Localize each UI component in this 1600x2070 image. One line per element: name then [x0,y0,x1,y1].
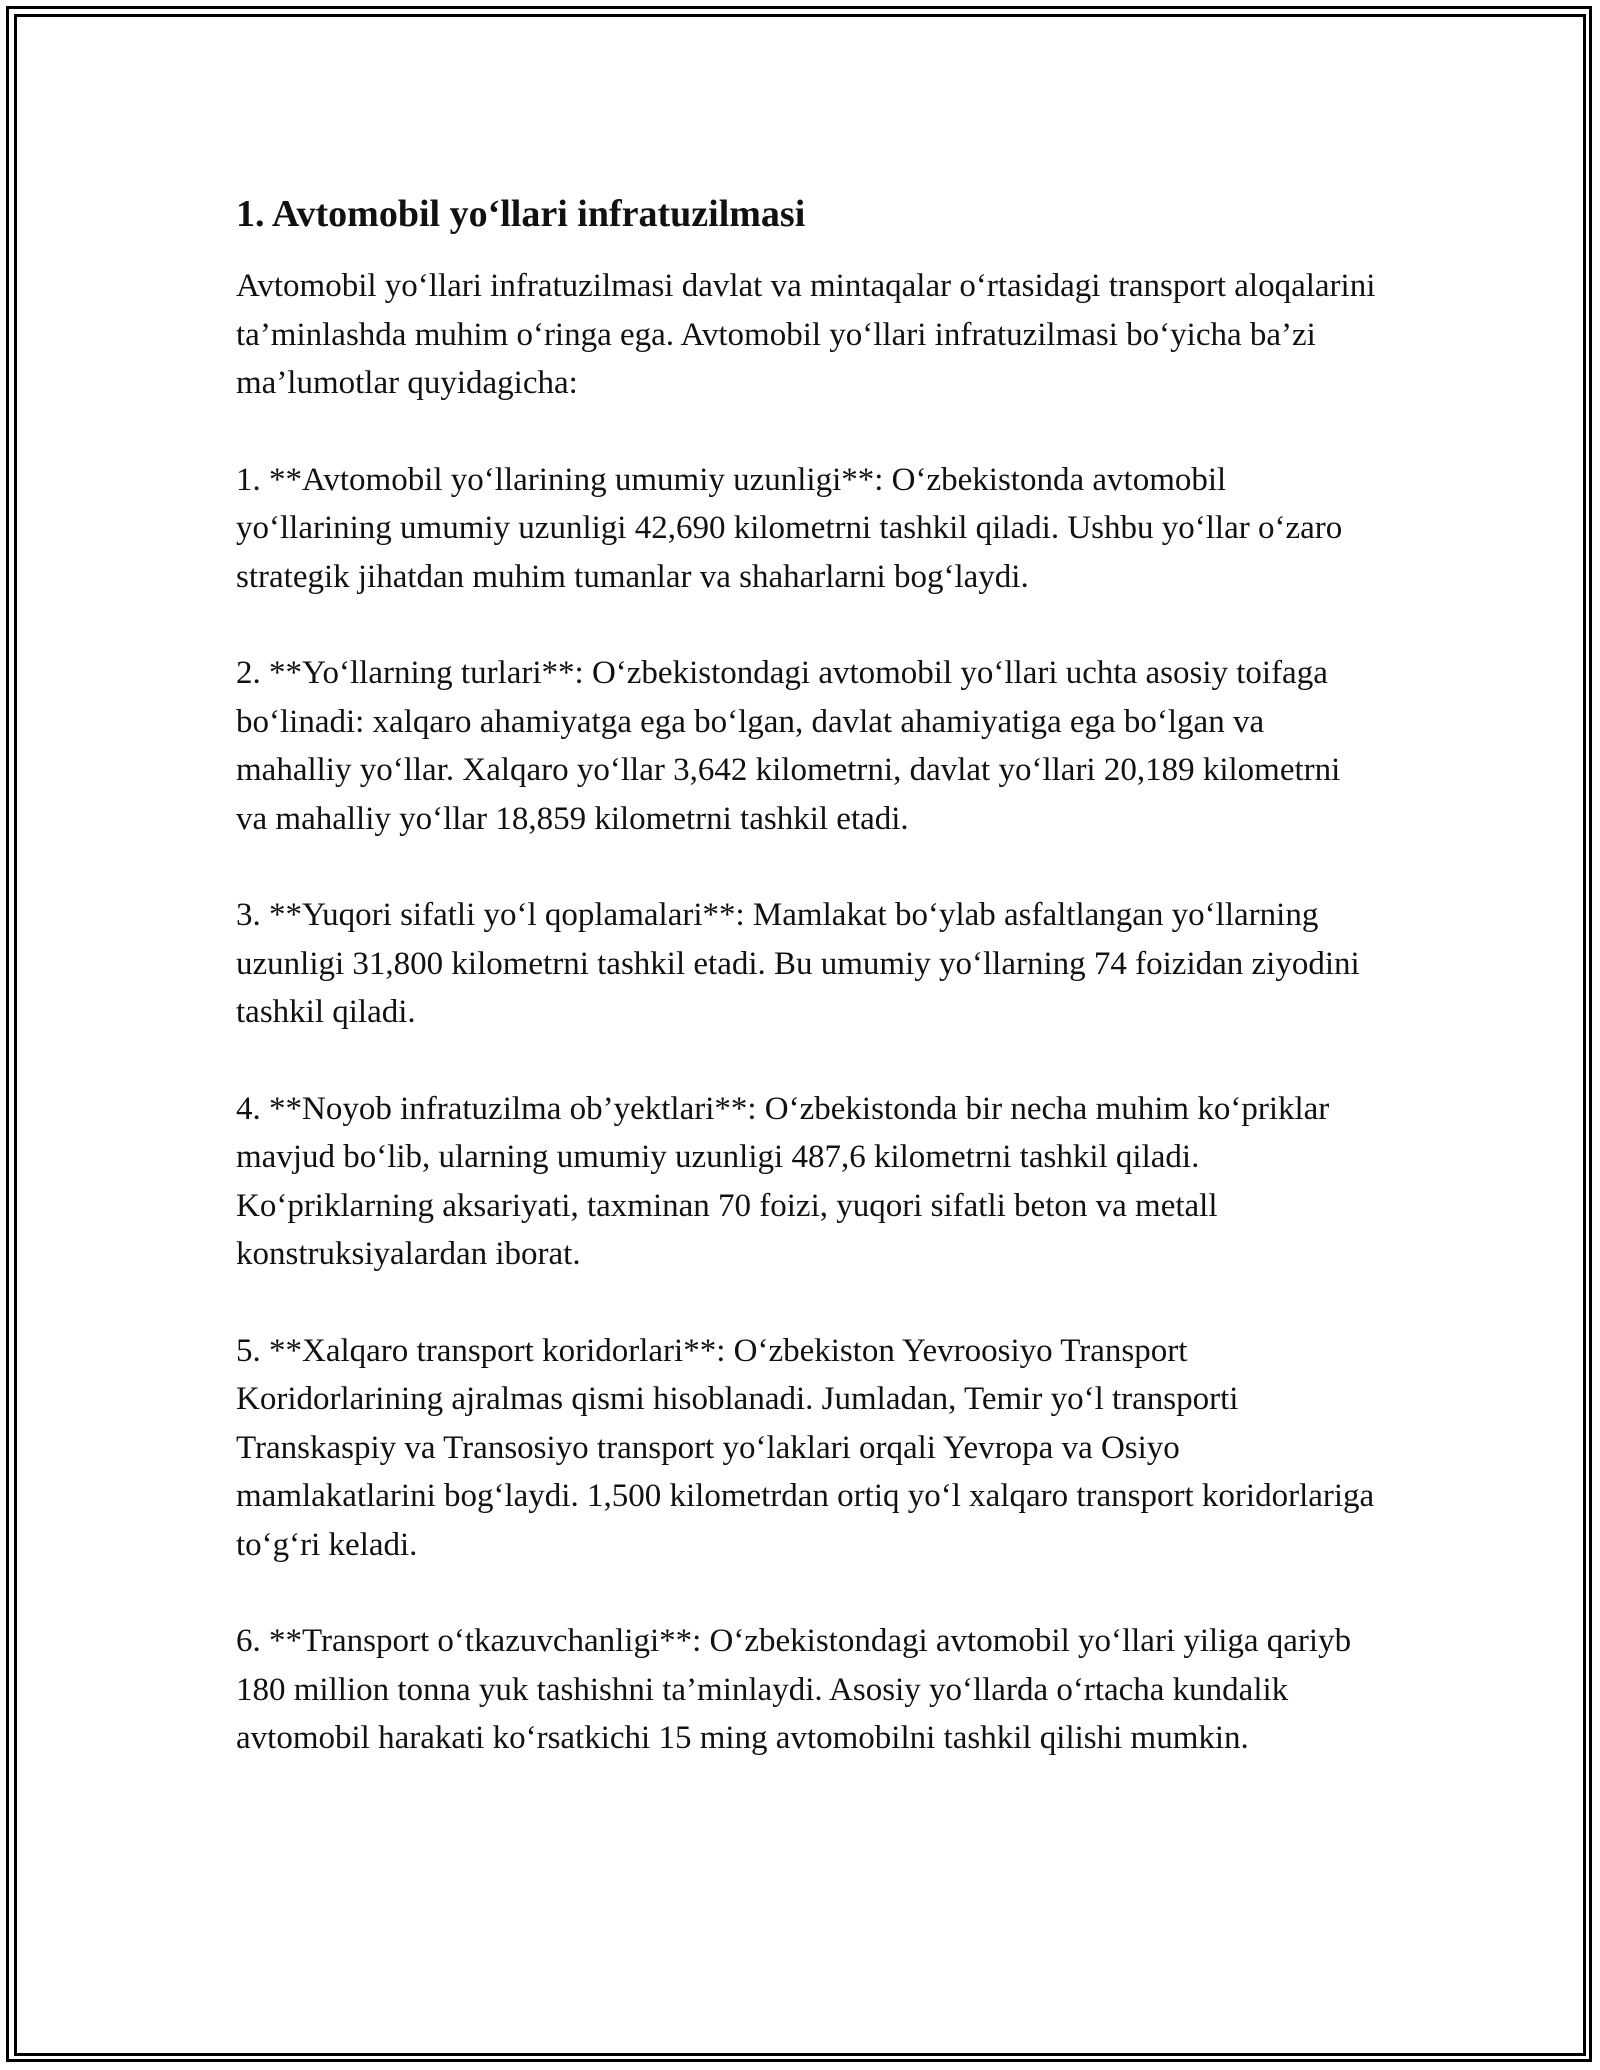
page-title: 1. Avtomobil yo‘llari infratuzilmasi [236,193,806,235]
paragraph-infrastructure-objects: 4. **Noyob infratuzilma ob’yektlari**: O‘zbekistonda bir necha muhim ko‘priklar mavjud bo‘lib, ularning umumiy uzunligi 487,6 kilometrni tashkil qiladi. Ko‘priklarning aksariyati, taxminan 70 foizi, yuqori sifatli beton va metall konstruksiyalardan iborat. [236,1090,1330,1272]
intro-paragraph: Avtomobil yo‘llari infratuzilmasi davlat va mintaqalar o‘rtasidagi transport aloqalarini ta’minlashda muhim o‘ringa ega. Avtomobil yo‘llari infratuzilmasi bo‘yicha ba’zi ma’lumotlar quyidagicha: [236,268,1376,401]
paragraph-transport-capacity: 6. **Transport o‘tkazuvchanligi**: O‘zbekistondagi avtomobil yo‘llari yiliga qariyb 180 million tonna yuk tashishni ta’minlaydi. Asosiy yo‘llarda o‘rtacha kundalik avtomobil harakati ko‘rsatkichi 15 ming avtomobilni tashkil qilishi mumkin. [236,1623,1352,1756]
document-body [236,186,1376,1763]
paragraph-transport-corridors: 5. **Xalqaro transport koridorlari**: O‘zbekiston Yevroosiyo Transport Koridorlarining ajralmas qismi hisoblanadi. Jumladan, Temir yo‘l transporti Transkaspiy va Transosiyo transport yo‘laklari orqali Yevropa va Osiyo mamlakatlarini bog‘laydi. 1,500 kilometrdan ortiq yo‘l xalqaro transport koridorlariga to‘g‘ri keladi. [236,1332,1375,1563]
paragraph-road-length: 1. **Avtomobil yo‘llarining umumiy uzunligi**: O‘zbekistonda avtomobil yo‘llarining umumiy uzunligi 42,690 kilometrni tashkil qiladi. Ushbu yo‘llar o‘zaro strategik jihatdan muhim tumanlar va shaharlarni bog‘laydi. [236,461,1343,595]
paragraph-road-surfaces: 3. **Yuqori sifatli yo‘l qoplamalari**: Mamlakat bo‘ylab asfaltlangan yo‘llarning uzunligi 31,800 kilometrni tashkil etadi. Bu umumiy yo‘llarning 74 foizidan ziyodini tashkil qiladi. [236,897,1360,1030]
paragraph-road-types: 2. **Yo‘llarning turlari**: O‘zbekistondagi avtomobil yo‘llari uchta asosiy toifaga bo‘linadi: xalqaro ahamiyatga ega bo‘lgan, davlat ahamiyatiga ega bo‘lgan va mahalliy yo‘llar. Xalqaro yo‘llar 3,642 kilometrni, davlat yo‘llari 20,189 kilometrni va mahalliy yo‘llar 18,859 kilometrni tashkil etadi. [236,655,1341,837]
